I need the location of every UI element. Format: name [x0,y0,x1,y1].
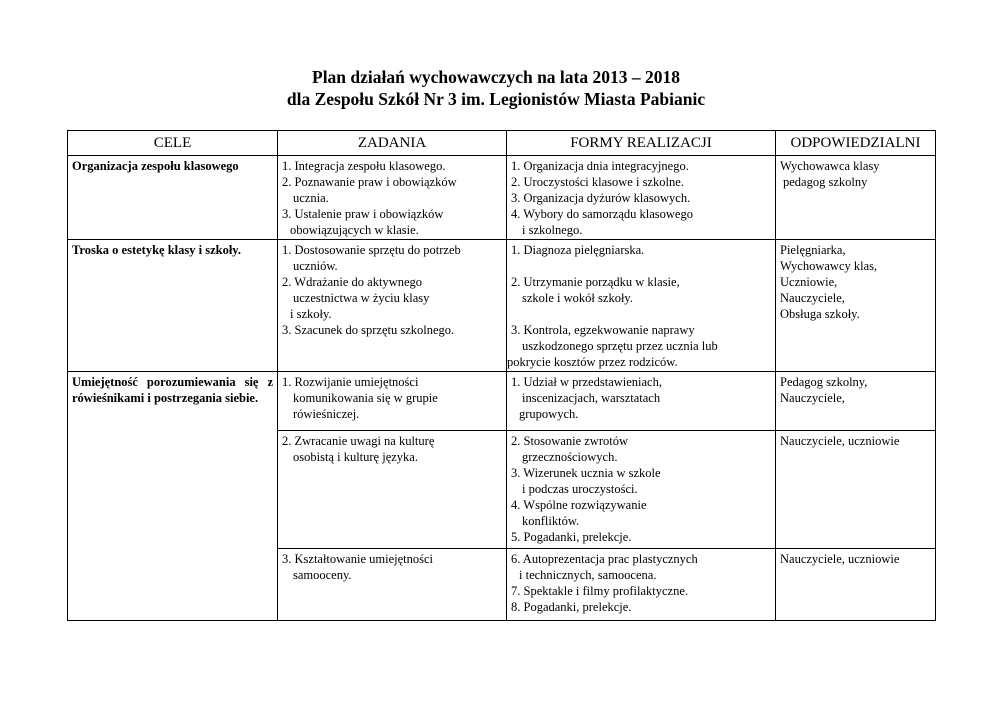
plan-table [67,130,936,621]
tasks-cell [278,372,507,431]
tasks-cell [278,240,507,372]
document-title [0,66,992,110]
table-row [68,156,936,240]
responsible-line: Pielęgniarka, [780,243,846,257]
task-line: 1. Dostosowanie sprzętu do potrzeb [282,243,461,257]
goal-cell: Troska o estetykę klasy i szkoły. [68,240,278,372]
task-line: samooceny. [293,568,352,582]
form-line: 4. Wybory do samorządu klasowego [511,207,693,221]
task-line: 3. Szacunek do sprzętu szkolnego. [282,323,455,337]
form-line: grupowych. [519,407,579,421]
task-line: 3. Ustalenie praw i obowiązków [282,207,444,221]
responsible-line: Wychowawcy klas, [780,259,878,273]
forms-cell [507,156,776,240]
goal-cell: Umiejętność porozumiewania się z rówieśnikami i postrzegania siebie. [68,372,278,621]
form-line: i podczas uroczystości. [522,482,638,496]
task-line: 2. Poznawanie praw i obowiązków [282,175,457,189]
spacer [511,258,771,274]
form-line: uszkodzonego sprzętu przez ucznia lub [522,339,718,353]
title-line-1: Plan działań wychowawczych na lata 2013 – 2018 [312,67,680,87]
responsible-line: Nauczyciele, uczniowie [780,434,900,448]
form-line: i technicznych, samoocena. [519,568,657,582]
responsible-cell [776,431,936,549]
header-row [68,131,936,156]
goal-cell: Organizacja zespołu klasowego [68,156,278,240]
form-line: 7. Spektakle i filmy profilaktyczne. [511,584,689,598]
form-line: 5. Pogadanki, prelekcje. [511,530,632,544]
task-line: rówieśniczej. [293,407,360,421]
form-line: 3. Wizerunek ucznia w szkole [511,466,661,480]
task-line: i szkoły. [290,307,332,321]
form-line: szkole i wokół szkoły. [522,291,633,305]
responsible-line: Obsługa szkoły. [780,307,860,321]
form-line: 2. Stosowanie zwrotów [511,434,628,448]
table-row [68,372,936,431]
form-line: 8. Pogadanki, prelekcje. [511,600,632,614]
form-line: inscenizacjach, warsztatach [522,391,661,405]
tasks-cell [278,431,507,549]
task-line: obowiązujących w klasie. [290,223,419,237]
responsible-cell [776,240,936,372]
title-line-2: dla Zespołu Szkół Nr 3 im. Legionistów Miasta Pabianic [286,89,706,109]
form-line: 1. Diagnoza pielęgniarska. [511,243,645,257]
responsible-line: Pedagog szkolny, [780,375,868,389]
form-line: 3. Organizacja dyżurów klasowych. [511,191,691,205]
form-line: 6. Autoprezentacja prac plastycznych [511,552,698,566]
form-line: 1. Udział w przedstawieniach, [511,375,662,389]
form-line: 2. Utrzymanie porządku w klasie, [511,275,680,289]
responsible-line: pedagog szkolny [783,175,868,189]
task-line: 2. Wdrażanie do aktywnego [282,275,422,289]
header-formy: FORMY REALIZACJI [507,131,776,156]
form-line: 4. Wspólne rozwiązywanie [511,498,647,512]
task-line: 2. Zwracanie uwagi na kulturę [282,434,435,448]
form-line: 1. Organizacja dnia integracyjnego. [511,159,689,173]
form-line: i szkolnego. [522,223,583,237]
responsible-line: Wychowawca klasy [780,159,880,173]
header-odpowiedzialni: ODPOWIEDZIALNI [776,131,936,156]
task-line: komunikowania się w grupie [293,391,438,405]
responsible-line: Uczniowie, [780,275,838,289]
responsible-cell [776,156,936,240]
task-line: 3. Kształtowanie umiejętności [282,552,434,566]
forms-cell [507,431,776,549]
responsible-line: Nauczyciele, [780,291,845,305]
task-line: uczniа. [293,191,329,205]
responsible-line: Nauczyciele, [780,391,845,405]
responsible-line: Nauczyciele, uczniowie [780,552,900,566]
responsible-cell [776,372,936,431]
task-line: 1. Integracja zespołu klasowego. [282,159,446,173]
task-line: osobistą i kulturę języka. [293,450,418,464]
responsible-cell [776,549,936,621]
forms-cell [507,240,776,372]
tasks-cell [278,549,507,621]
task-line: 1. Rozwijanie umiejętności [282,375,419,389]
spacer [511,306,771,322]
form-line: pokrycie kosztów przez rodziców. [507,355,678,369]
header-zadania: ZADANIA [278,131,507,156]
table-row [68,240,936,372]
form-line: konfliktów. [522,514,580,528]
forms-cell [507,372,776,431]
task-line: uczestnictwa w życiu klasy [293,291,430,305]
task-line: uczniów. [293,259,338,273]
form-line: grzecznościowych. [522,450,618,464]
form-line: 3. Kontrola, egzekwowanie naprawy [511,323,695,337]
forms-cell [507,549,776,621]
form-line: 2. Uroczystości klasowe i szkolne. [511,175,684,189]
tasks-cell [278,156,507,240]
header-cele: CELE [68,131,278,156]
